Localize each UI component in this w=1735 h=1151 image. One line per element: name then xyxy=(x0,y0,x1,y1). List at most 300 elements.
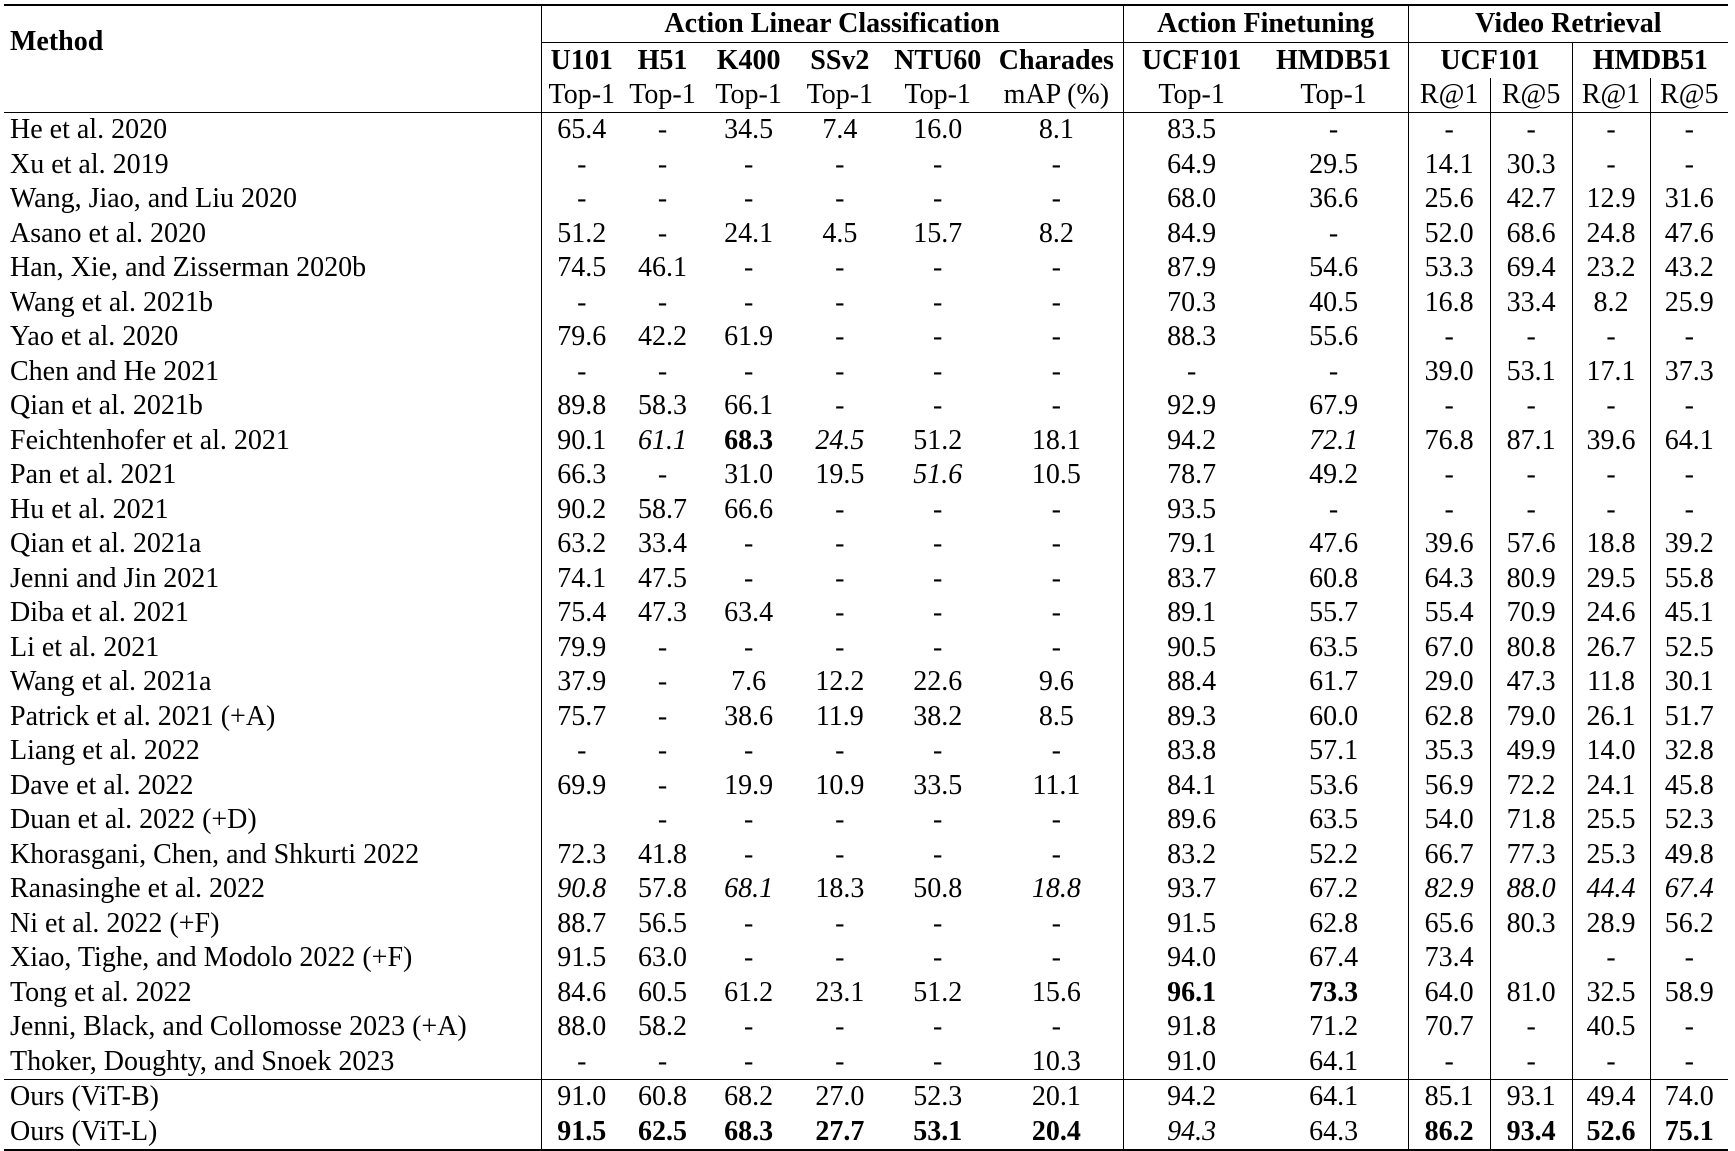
table-row xyxy=(4,148,1728,183)
value-cell: - xyxy=(1051,286,1061,318)
value-cell: 70.7 xyxy=(1408,1010,1490,1045)
value-cell: 77.3 xyxy=(1490,838,1572,873)
value-cell: - xyxy=(1051,252,1061,284)
value-cell: - xyxy=(1572,148,1650,183)
value-cell xyxy=(541,803,622,838)
value-cell: 23.1 xyxy=(815,976,865,1008)
value-cell: 58.7 xyxy=(638,493,688,525)
value-cell: 31.0 xyxy=(724,459,774,491)
value-cell: - xyxy=(657,286,668,318)
value-cell: 37.3 xyxy=(1650,355,1728,390)
table-row xyxy=(4,631,1728,666)
method-cell: He et al. 2020 xyxy=(10,114,168,146)
value-cell: 60.8 xyxy=(622,1080,703,1115)
value-cell: - xyxy=(743,252,754,284)
value-cell: - xyxy=(743,735,754,767)
ours-row xyxy=(4,1080,1728,1115)
table-row xyxy=(4,838,1728,873)
value-cell: 88.3 xyxy=(1123,320,1259,355)
value-cell: 83.7 xyxy=(1123,562,1259,597)
value-cell: 90.2 xyxy=(541,493,622,528)
value-cell: 78.7 xyxy=(1123,458,1259,493)
value-cell: 58.2 xyxy=(638,1011,688,1043)
method-cell: Asano et al. 2020 xyxy=(10,217,206,249)
value-cell: 84.6 xyxy=(541,976,622,1011)
value-cell: 93.4 xyxy=(1490,1115,1572,1151)
retrieval-hmdb51-header: HMDB51 xyxy=(1572,43,1728,79)
value-cell: 74.5 xyxy=(541,251,622,286)
value-cell: 25.3 xyxy=(1572,838,1650,873)
value-cell: 14.1 xyxy=(1408,148,1490,183)
value-cell: - xyxy=(1572,941,1650,976)
value-cell: - xyxy=(743,631,754,663)
group-header-0: Action Linear Classification xyxy=(541,5,1123,43)
table-row xyxy=(4,217,1728,252)
value-cell: 10.9 xyxy=(815,769,865,801)
value-cell: - xyxy=(933,321,943,353)
value-cell: - xyxy=(1051,804,1061,836)
value-cell: - xyxy=(1051,148,1061,180)
value-cell: - xyxy=(835,355,845,387)
table-row xyxy=(4,941,1728,976)
value-cell: - xyxy=(835,631,845,663)
value-cell: 90.1 xyxy=(541,424,622,459)
value-cell: 94.2 xyxy=(1123,1080,1259,1115)
method-cell: Yao et al. 2020 xyxy=(10,321,179,353)
method-cell: Xiao, Tighe, and Modolo 2022 (+F) xyxy=(10,942,413,974)
value-cell: - xyxy=(1572,113,1650,148)
value-cell: 25.5 xyxy=(1572,803,1650,838)
value-cell: 84.9 xyxy=(1123,217,1259,252)
table-row xyxy=(4,734,1728,769)
value-cell: 71.2 xyxy=(1309,1011,1359,1043)
value-cell: 86.2 xyxy=(1408,1115,1490,1151)
value-cell: 31.6 xyxy=(1650,182,1728,217)
value-cell: - xyxy=(835,562,845,594)
table-row xyxy=(4,320,1728,355)
value-cell: - xyxy=(1051,735,1061,767)
table-row xyxy=(4,286,1728,321)
value-cell: - xyxy=(657,804,668,836)
value-cell: 54.0 xyxy=(1408,803,1490,838)
method-cell: Han, Xie, and Zisserman 2020b xyxy=(10,252,367,284)
value-cell: - xyxy=(933,355,943,387)
group-header-1: Action Finetuning xyxy=(1123,5,1408,43)
results-table-container xyxy=(4,4,1728,1151)
value-cell: 24.1 xyxy=(724,217,774,249)
value-cell: - xyxy=(835,1045,845,1077)
value-cell: - xyxy=(1490,113,1572,148)
value-cell: 91.0 xyxy=(541,1080,622,1115)
table-row xyxy=(4,769,1728,804)
method-cell: Duan et al. 2022 (+D) xyxy=(10,804,257,836)
value-cell: 70.9 xyxy=(1490,596,1572,631)
value-cell: 9.6 xyxy=(1038,666,1074,698)
value-cell: 51.2 xyxy=(541,217,622,252)
value-cell: 25.9 xyxy=(1650,286,1728,321)
value-cell: - xyxy=(1408,493,1490,528)
value-cell: 44.4 xyxy=(1572,872,1650,907)
value-cell: - xyxy=(933,390,943,422)
value-cell: 51.6 xyxy=(913,459,963,491)
value-cell: 80.9 xyxy=(1490,562,1572,597)
value-cell: 32.8 xyxy=(1650,734,1728,769)
value-cell: 57.6 xyxy=(1490,527,1572,562)
value-cell: - xyxy=(1650,1045,1728,1080)
value-cell: 14.0 xyxy=(1572,734,1650,769)
value-cell: - xyxy=(1051,838,1061,870)
value-cell: 83.8 xyxy=(1123,734,1259,769)
value-cell: 66.1 xyxy=(724,390,774,422)
column-header-5: Charades xyxy=(998,44,1114,76)
value-cell: 61.9 xyxy=(724,321,774,353)
value-cell: - xyxy=(835,942,845,974)
value-cell: 54.6 xyxy=(1309,252,1359,284)
value-cell: 8.2 xyxy=(1038,217,1074,249)
value-cell: - xyxy=(743,1011,754,1043)
value-cell: - xyxy=(657,217,668,249)
value-cell: 80.8 xyxy=(1490,631,1572,666)
value-cell: - xyxy=(835,286,845,318)
value-cell: 68.0 xyxy=(1123,182,1259,217)
metric-header-7: Top-1 xyxy=(1260,78,1409,113)
value-cell: - xyxy=(743,183,754,215)
value-cell: 56.2 xyxy=(1650,907,1728,942)
value-cell: 52.0 xyxy=(1408,217,1490,252)
value-cell: 80.3 xyxy=(1490,907,1572,942)
value-cell: 74.0 xyxy=(1650,1080,1728,1115)
value-cell: 67.4 xyxy=(1309,942,1359,974)
value-cell: 10.5 xyxy=(1031,459,1081,491)
value-cell: 79.1 xyxy=(1123,527,1259,562)
value-cell: 42.2 xyxy=(638,321,688,353)
table-row xyxy=(4,872,1728,907)
value-cell: 63.0 xyxy=(638,942,688,974)
metric-header-6: Top-1 xyxy=(1123,78,1259,113)
value-cell: 64.1 xyxy=(1650,424,1728,459)
value-cell: 39.6 xyxy=(1408,527,1490,562)
method-cell: Qian et al. 2021a xyxy=(10,528,202,560)
table-row xyxy=(4,389,1728,424)
value-cell: 40.5 xyxy=(1309,286,1359,318)
value-cell: - xyxy=(541,286,622,321)
value-cell: 49.2 xyxy=(1309,459,1359,491)
value-cell: 67.2 xyxy=(1309,873,1359,905)
value-cell: 39.0 xyxy=(1408,355,1490,390)
value-cell: - xyxy=(1650,1010,1728,1045)
table-row xyxy=(4,1045,1728,1080)
method-cell: Diba et al. 2021 xyxy=(10,597,189,629)
table-row xyxy=(4,113,1728,148)
value-cell: - xyxy=(657,183,668,215)
value-cell: - xyxy=(933,942,943,974)
value-cell: 39.2 xyxy=(1650,527,1728,562)
value-cell: 33.5 xyxy=(913,769,963,801)
value-cell: 89.6 xyxy=(1123,803,1259,838)
value-cell: - xyxy=(933,183,943,215)
value-cell: - xyxy=(1051,355,1061,387)
value-cell: - xyxy=(933,562,943,594)
value-cell: - xyxy=(1051,1011,1061,1043)
value-cell: 81.0 xyxy=(1490,976,1572,1011)
value-cell: 49.8 xyxy=(1650,838,1728,873)
method-cell: Pan et al. 2021 xyxy=(10,459,177,491)
table-row xyxy=(4,665,1728,700)
value-cell: - xyxy=(1650,320,1728,355)
value-cell: 63.5 xyxy=(1309,631,1359,663)
value-cell: 74.1 xyxy=(541,562,622,597)
value-cell: - xyxy=(1572,1045,1650,1080)
value-cell: 17.1 xyxy=(1572,355,1650,390)
value-cell: - xyxy=(1123,355,1259,390)
value-cell: - xyxy=(743,355,754,387)
value-cell: 52.3 xyxy=(1650,803,1728,838)
method-cell: Wang, Jiao, and Liu 2020 xyxy=(10,183,298,215)
metric-header-9: R@5 xyxy=(1490,78,1572,113)
value-cell: - xyxy=(1572,389,1650,424)
value-cell: - xyxy=(1051,597,1061,629)
value-cell: 66.6 xyxy=(724,493,774,525)
value-cell: - xyxy=(933,528,943,560)
value-cell: - xyxy=(743,907,754,939)
value-cell: - xyxy=(1408,320,1490,355)
value-cell: - xyxy=(1328,217,1339,249)
value-cell: 66.7 xyxy=(1408,838,1490,873)
value-cell: 87.9 xyxy=(1123,251,1259,286)
value-cell: 91.5 xyxy=(1123,907,1259,942)
value-cell: 53.1 xyxy=(1490,355,1572,390)
value-cell: 75.7 xyxy=(541,700,622,735)
value-cell: 52.6 xyxy=(1572,1115,1650,1151)
value-cell: 94.0 xyxy=(1123,941,1259,976)
value-cell: - xyxy=(541,355,622,390)
value-cell: 60.8 xyxy=(1309,562,1359,594)
value-cell: - xyxy=(743,1045,754,1077)
method-cell: Hu et al. 2021 xyxy=(10,493,169,525)
value-cell: 73.4 xyxy=(1408,941,1490,976)
value-cell: 30.3 xyxy=(1490,148,1572,183)
value-cell: 47.3 xyxy=(1490,665,1572,700)
value-cell: 55.4 xyxy=(1408,596,1490,631)
method-cell: Ranasinghe et al. 2022 xyxy=(10,873,266,905)
value-cell xyxy=(1490,941,1572,976)
value-cell: - xyxy=(1490,458,1572,493)
value-cell: 62.8 xyxy=(1408,700,1490,735)
method-cell: Wang et al. 2021a xyxy=(10,666,212,698)
value-cell: 61.2 xyxy=(724,976,774,1008)
value-cell: - xyxy=(1650,389,1728,424)
value-cell: 65.4 xyxy=(541,113,622,148)
table-row xyxy=(4,1010,1728,1045)
metric-header-3: Top-1 xyxy=(794,78,885,113)
method-cell: Tong et al. 2022 xyxy=(10,976,192,1008)
value-cell: 12.9 xyxy=(1572,182,1650,217)
value-cell: - xyxy=(1490,389,1572,424)
value-cell: 67.9 xyxy=(1309,390,1359,422)
method-cell: Dave et al. 2022 xyxy=(10,769,194,801)
value-cell: - xyxy=(1650,941,1728,976)
value-cell: 22.6 xyxy=(913,666,963,698)
table-row xyxy=(4,596,1728,631)
value-cell: - xyxy=(1650,113,1728,148)
value-cell: - xyxy=(541,734,622,769)
value-cell: 10.3 xyxy=(1031,1045,1081,1077)
value-cell: 15.7 xyxy=(913,217,963,249)
method-cell: Qian et al. 2021b xyxy=(10,390,203,422)
value-cell: 20.4 xyxy=(990,1115,1123,1151)
column-header-1: H51 xyxy=(637,44,688,76)
header-metric-row xyxy=(4,78,1728,113)
value-cell: 45.1 xyxy=(1650,596,1728,631)
value-cell: 4.5 xyxy=(822,217,858,249)
value-cell: 30.1 xyxy=(1650,665,1728,700)
value-cell: 19.9 xyxy=(724,769,774,801)
value-cell: 84.1 xyxy=(1123,769,1259,804)
value-cell: 41.8 xyxy=(638,838,688,870)
value-cell: 24.5 xyxy=(815,424,865,456)
value-cell: 20.1 xyxy=(990,1080,1123,1115)
value-cell: 37.9 xyxy=(541,665,622,700)
method-metric-spacer xyxy=(4,78,541,113)
table-row xyxy=(4,458,1728,493)
value-cell: - xyxy=(743,148,754,180)
value-cell: - xyxy=(1408,1045,1490,1080)
metric-header-5: mAP (%) xyxy=(990,78,1123,113)
value-cell: 68.6 xyxy=(1490,217,1572,252)
value-cell: 45.8 xyxy=(1650,769,1728,804)
value-cell: - xyxy=(835,252,845,284)
value-cell: 35.3 xyxy=(1408,734,1490,769)
value-cell: - xyxy=(1408,389,1490,424)
value-cell: 38.6 xyxy=(724,700,774,732)
retrieval-ucf101-header: UCF101 xyxy=(1408,43,1572,79)
value-cell: 58.9 xyxy=(1650,976,1728,1011)
value-cell: 92.9 xyxy=(1123,389,1259,424)
value-cell: - xyxy=(1051,631,1061,663)
value-cell: 91.8 xyxy=(1123,1010,1259,1045)
value-cell: 88.0 xyxy=(1490,872,1572,907)
value-cell: 91.0 xyxy=(1123,1045,1259,1080)
value-cell: 55.6 xyxy=(1309,321,1359,353)
column-header-0: U101 xyxy=(541,43,622,79)
value-cell: 69.9 xyxy=(541,769,622,804)
value-cell: - xyxy=(657,114,668,146)
value-cell: 53.6 xyxy=(1309,769,1359,801)
header-group-row xyxy=(4,5,1728,43)
value-cell: 51.2 xyxy=(913,424,963,456)
value-cell: 63.4 xyxy=(724,597,774,629)
value-cell: - xyxy=(933,493,943,525)
value-cell: 11.9 xyxy=(815,700,864,732)
metric-header-11: R@5 xyxy=(1650,78,1728,113)
value-cell: - xyxy=(743,562,754,594)
value-cell: - xyxy=(1051,321,1061,353)
value-cell: 67.0 xyxy=(1408,631,1490,666)
value-cell: 69.4 xyxy=(1490,251,1572,286)
value-cell: 8.1 xyxy=(1038,114,1074,146)
column-header-2: K400 xyxy=(716,44,781,76)
method-cell: Chen and He 2021 xyxy=(10,355,220,387)
value-cell: 90.8 xyxy=(541,872,622,907)
value-cell: 26.1 xyxy=(1572,700,1650,735)
value-cell: 47.6 xyxy=(1650,217,1728,252)
value-cell: 47.3 xyxy=(638,597,688,629)
value-cell: 11.1 xyxy=(1032,769,1081,801)
value-cell: - xyxy=(933,1045,943,1077)
value-cell: 55.7 xyxy=(1309,597,1359,629)
method-cell: Liang et al. 2022 xyxy=(10,735,200,767)
value-cell: 52.3 xyxy=(885,1080,990,1115)
value-cell: 46.1 xyxy=(638,252,688,284)
value-cell: 63.5 xyxy=(1309,804,1359,836)
value-cell: - xyxy=(657,459,668,491)
value-cell: - xyxy=(1051,493,1061,525)
value-cell: 61.7 xyxy=(1309,666,1359,698)
value-cell: - xyxy=(743,942,754,974)
value-cell: - xyxy=(657,769,668,801)
column-header-3: SSv2 xyxy=(810,44,870,76)
value-cell: 19.5 xyxy=(815,459,865,491)
value-cell: - xyxy=(835,735,845,767)
table-row xyxy=(4,527,1728,562)
value-cell: - xyxy=(1051,528,1061,560)
value-cell: - xyxy=(1490,320,1572,355)
value-cell: 58.3 xyxy=(638,390,688,422)
value-cell: - xyxy=(1650,458,1728,493)
method-cell: Jenni and Jin 2021 xyxy=(10,562,220,594)
value-cell: - xyxy=(933,838,943,870)
value-cell: 23.2 xyxy=(1572,251,1650,286)
value-cell: 32.5 xyxy=(1572,976,1650,1011)
value-cell: - xyxy=(1051,562,1061,594)
value-cell: 64.1 xyxy=(1260,1080,1409,1115)
value-cell: 18.8 xyxy=(1031,873,1081,905)
value-cell: 28.9 xyxy=(1572,907,1650,942)
value-cell: - xyxy=(933,597,943,629)
table-row xyxy=(4,251,1728,286)
value-cell: 16.8 xyxy=(1408,286,1490,321)
value-cell: 11.8 xyxy=(1572,665,1650,700)
value-cell: - xyxy=(933,907,943,939)
value-cell: 56.9 xyxy=(1408,769,1490,804)
value-cell: - xyxy=(933,252,943,284)
value-cell: 47.6 xyxy=(1309,528,1359,560)
value-cell: 96.1 xyxy=(1123,976,1259,1011)
value-cell: - xyxy=(1408,458,1490,493)
value-cell: 56.5 xyxy=(638,907,688,939)
value-cell: 88.7 xyxy=(541,907,622,942)
value-cell: 7.6 xyxy=(731,666,767,698)
value-cell: - xyxy=(1490,1010,1572,1045)
value-cell: 24.1 xyxy=(1572,769,1650,804)
method-cell: Khorasgani, Chen, and Shkurti 2022 xyxy=(10,838,420,870)
method-cell: Ours (ViT-B) xyxy=(4,1080,541,1115)
value-cell: 64.0 xyxy=(1408,976,1490,1011)
value-cell: 29.5 xyxy=(1572,562,1650,597)
value-cell: - xyxy=(743,838,754,870)
method-cell: Thoker, Doughty, and Snoek 2023 xyxy=(10,1045,395,1077)
value-cell: 89.1 xyxy=(1123,596,1259,631)
value-cell: 72.1 xyxy=(1309,424,1359,456)
value-cell: 42.7 xyxy=(1490,182,1572,217)
value-cell: - xyxy=(933,1011,943,1043)
value-cell: 29.5 xyxy=(1309,148,1359,180)
value-cell: 68.3 xyxy=(724,424,774,456)
value-cell: 18.3 xyxy=(815,873,865,905)
method-cell: Ni et al. 2022 (+F) xyxy=(10,907,220,939)
value-cell: - xyxy=(933,631,943,663)
value-cell: - xyxy=(657,666,668,698)
